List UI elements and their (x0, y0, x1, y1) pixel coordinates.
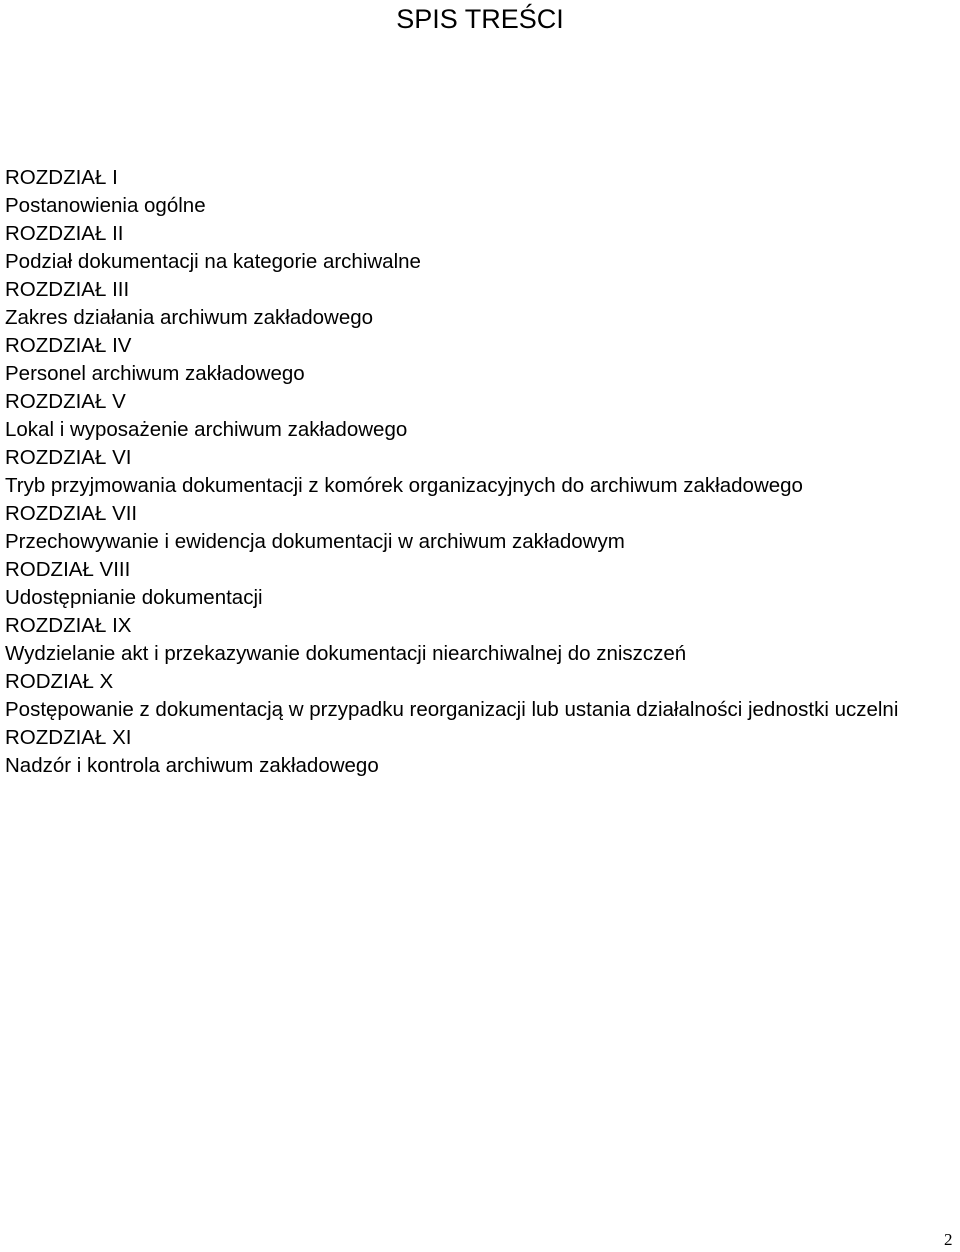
toc-heading-5: Lokal i wyposażenie archiwum zakładowego (5, 418, 408, 441)
toc-heading-6: Tryb przyjmowania dokumentacji z komórek organizacyjnych do archiwum zakładowego (5, 474, 803, 497)
toc-chapter-5: ROZDZIAŁ V (5, 390, 126, 413)
toc-heading-9: Wydzielanie akt i przekazywanie dokumentacji niearchiwalnej do zniszczeń (5, 642, 687, 665)
toc-heading-2: Podział dokumentacji na kategorie archiwalne (5, 250, 421, 273)
toc-chapter-11: ROZDZIAŁ XI (5, 726, 132, 749)
toc-chapter-3: ROZDZIAŁ III (5, 278, 130, 301)
toc-chapter-4: ROZDZIAŁ IV (5, 334, 132, 357)
toc-chapter-7: ROZDZIAŁ VII (5, 502, 138, 525)
page-number: 2 (944, 1230, 953, 1249)
table-of-contents (5, 164, 955, 780)
toc-chapter-2: ROZDZIAŁ II (5, 222, 124, 245)
toc-heading-11: Nadzór i kontrola archiwum zakładowego (5, 754, 379, 777)
toc-chapter-10: RODZIAŁ X (5, 670, 114, 693)
page-title: SPIS TREŚCI (396, 4, 564, 34)
toc-heading-8: Udostępnianie dokumentacji (5, 586, 263, 609)
toc-heading-10: Postępowanie z dokumentacją w przypadku reorganizacji lub ustania działalności jednostki uczelni (5, 698, 899, 721)
toc-heading-3: Zakres działania archiwum zakładowego (5, 306, 374, 329)
toc-chapter-8: RODZIAŁ VIII (5, 558, 131, 581)
toc-heading-7: Przechowywanie i ewidencja dokumentacji w archiwum zakładowym (5, 530, 625, 553)
toc-heading-1: Postanowienia ogólne (5, 194, 206, 217)
toc-chapter-9: ROZDZIAŁ IX (5, 614, 132, 637)
toc-chapter-1: ROZDZIAŁ I (5, 166, 118, 189)
toc-chapter-6: ROZDZIAŁ VI (5, 446, 132, 469)
toc-heading-4: Personel archiwum zakładowego (5, 362, 305, 385)
